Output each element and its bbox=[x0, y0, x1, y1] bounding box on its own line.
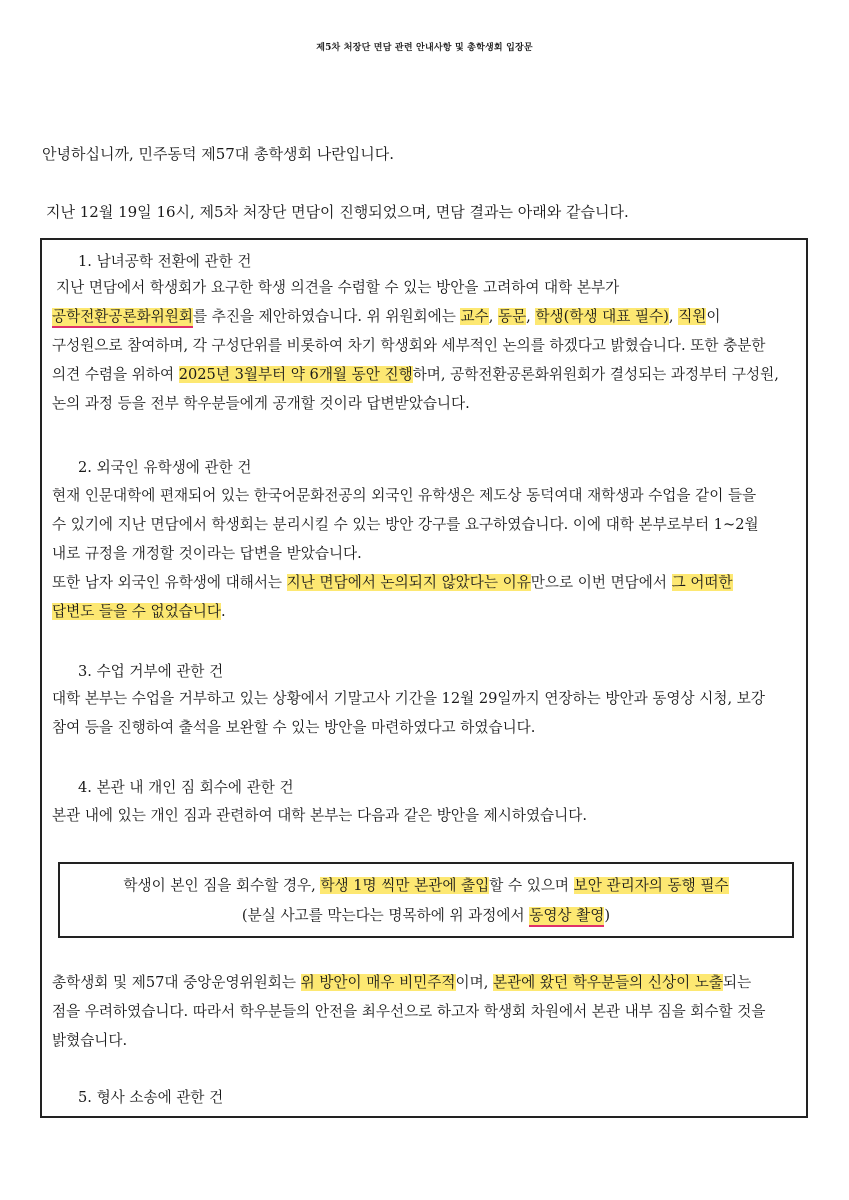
section-3-heading: 3. 수업 거부에 관한 건 bbox=[78, 663, 224, 680]
no-answer-highlight-1: 그 어떠한 bbox=[671, 574, 733, 591]
professor-highlight: 교수 bbox=[460, 308, 489, 325]
section-2-line-3: 내로 규정을 개정할 것이라는 답변을 받았습니다. bbox=[52, 545, 362, 562]
section-1-line-2: 공학전환공론화위원회를 추진을 제안하였습니다. 위 위원회에는 교수, 동문, 학생(학생 대표 필수), 직원이 bbox=[52, 307, 721, 327]
proposal-box bbox=[58, 862, 794, 938]
section-2-line-4: 또한 남자 외국인 유학생에 대해서는 지난 면담에서 논의되지 않았다는 이유만으로 이번 면담에서 그 어떠한 bbox=[52, 574, 733, 591]
intro-greeting: 안녕하십니까, 민주동덕 제57대 총학생회 나란입니다. bbox=[42, 145, 394, 163]
document-title: 제5차 처장단 면담 관련 안내사항 및 총학생회 입장문 bbox=[316, 43, 533, 53]
student-highlight: 학생(학생 대표 필수) bbox=[535, 308, 669, 325]
security-escort-highlight: 보안 관리자의 동행 필수 bbox=[573, 877, 729, 894]
section-1-line-1: 지난 면담에서 학생회가 요구한 학생 의견을 수렴할 수 있는 방안을 고려하여 대학 본부가 bbox=[56, 279, 620, 296]
section-4-paragraph-line-1: 총학생회 및 제57대 중앙운영위원회는 위 방안이 매우 비민주적이며, 본관에 왔던 학우분들의 신상이 노출되는 bbox=[52, 974, 752, 991]
section-1-line-5: 논의 과정 등을 전부 학우분들에게 공개할 것이라 답변받았습니다. bbox=[52, 395, 470, 412]
proposal-line-2: (분실 사고를 막는다는 명목하에 위 과정에서 동영상 촬영) bbox=[60, 906, 792, 926]
intro-meeting-summary: 지난 12월 19일 16시, 제5차 처장단 면담이 진행되었으며, 면담 결과는 아래와 같습니다. bbox=[46, 203, 629, 221]
section-2-line-5: 답변도 들을 수 없었습니다. bbox=[52, 603, 226, 620]
schedule-highlight: 2025년 3월부터 약 6개월 동안 진행 bbox=[178, 366, 413, 383]
section-4-heading: 4. 본관 내 개인 짐 회수에 관한 건 bbox=[78, 779, 294, 796]
section-1-line-4: 의견 수렴을 위하여 2025년 3월부터 약 6개월 동안 진행하며, 공학전환공론화위원회가 결성되는 과정부터 구성원, bbox=[52, 366, 779, 383]
section-4-paragraph-line-2: 점을 우려하였습니다. 따라서 학우분들의 안전을 최우선으로 하고자 학생회 차원에서 본관 내부 짐을 회수할 것을 bbox=[52, 1003, 766, 1020]
section-1-heading: 1. 남녀공학 전환에 관한 건 bbox=[78, 253, 252, 270]
one-student-highlight: 학생 1명 씩만 본관에 출입 bbox=[320, 877, 490, 894]
section-3-line-2: 참여 등을 진행하여 출석을 보완할 수 있는 방안을 마련하였다고 하였습니다. bbox=[52, 719, 536, 736]
identity-exposure-highlight: 본관에 왔던 학우분들의 신상이 노출 bbox=[492, 974, 724, 991]
results-box bbox=[40, 238, 808, 1118]
section-2-line-2: 수 있기에 지난 면담에서 학생회는 분리시킬 수 있는 방안 강구를 요구하였습니다. 이에 대학 본부로부터 1~2월 bbox=[52, 516, 759, 533]
section-5-heading: 5. 형사 소송에 관한 건 bbox=[78, 1089, 224, 1106]
section-2-line-1: 현재 인문대학에 편재되어 있는 한국어문화전공의 외국인 유학생은 제도상 동덕여대 재학생과 수업을 같이 들을 bbox=[52, 487, 757, 504]
proposal-line-1: 학생이 본인 짐을 회수할 경우, 학생 1명 씩만 본관에 출입할 수 있으며 보안 관리자의 동행 필수 bbox=[123, 877, 729, 894]
video-recording-highlight: 동영상 촬영 bbox=[529, 907, 604, 927]
no-answer-highlight-2: 답변도 들을 수 없었습니다 bbox=[52, 603, 221, 620]
section-4-line-1: 본관 내에 있는 개인 짐과 관련하여 대학 본부는 다음과 같은 방안을 제시하였습니다. bbox=[52, 807, 587, 824]
section-3-line-1: 대학 본부는 수업을 거부하고 있는 상황에서 기말고사 기간을 12월 29일까지 연장하는 방안과 동영상 시청, 보강 bbox=[52, 690, 765, 707]
section-2-heading: 2. 외국인 유학생에 관한 건 bbox=[78, 459, 252, 476]
section-4-paragraph-line-3: 밝혔습니다. bbox=[52, 1032, 128, 1049]
committee-highlight: 공학전환공론화위원회 bbox=[52, 308, 193, 328]
staff-highlight: 직원 bbox=[678, 308, 707, 325]
alumni-highlight: 동문 bbox=[497, 308, 527, 325]
section-1-line-3: 구성원으로 참여하며, 각 구성단위를 비롯하여 차기 학생회와 세부적인 논의를 하겠다고 밝혔습니다. 또한 충분한 bbox=[52, 337, 766, 354]
undemocratic-highlight: 위 방안이 매우 비민주적 bbox=[300, 974, 456, 991]
not-discussed-highlight: 지난 면담에서 논의되지 않았다는 이유 bbox=[286, 574, 531, 591]
